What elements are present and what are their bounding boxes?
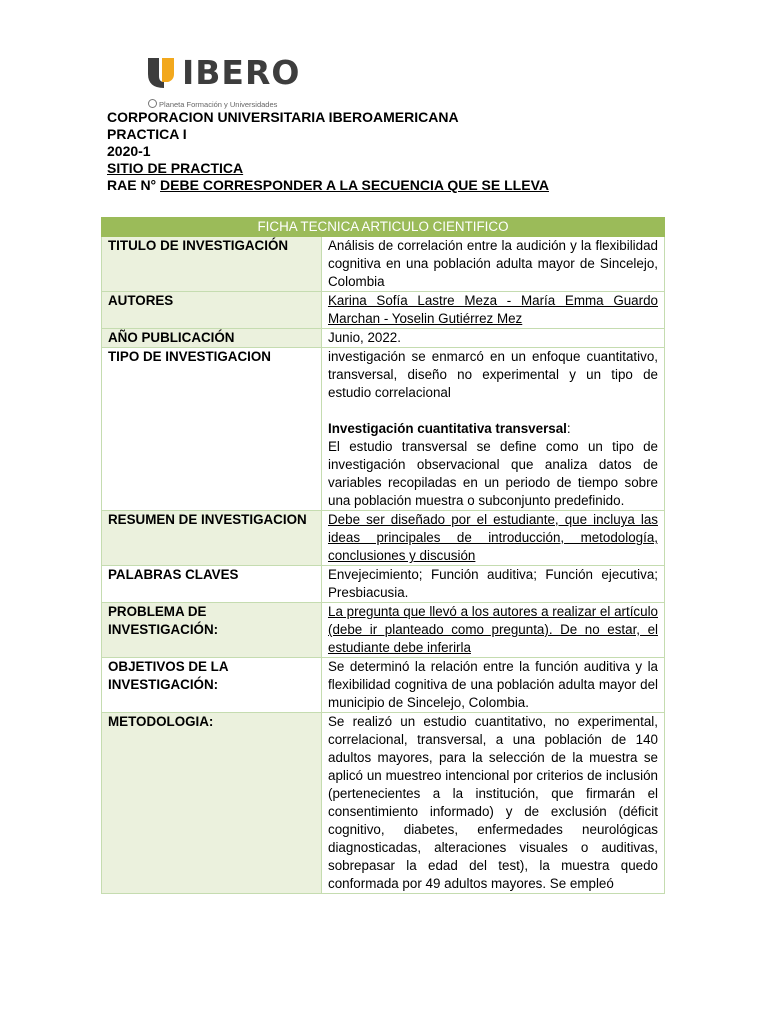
practice-site: SITIO DE PRACTICA — [107, 160, 244, 176]
table-row — [102, 348, 665, 511]
table-row — [102, 237, 665, 292]
row-value-autores — [322, 292, 665, 329]
row-value-anio: Junio, 2022. — [322, 329, 665, 348]
table-row — [102, 329, 665, 348]
row-label-autores: AUTORES — [102, 292, 322, 329]
row-value-problema — [322, 603, 665, 658]
period: 2020-1 — [107, 143, 151, 159]
row-label-problema: PROBLEMA DE INVESTIGACIÓN: — [102, 603, 322, 658]
globe-icon — [148, 99, 157, 108]
row-label-tipo: TIPO DE INVESTIGACION — [102, 348, 322, 511]
tipo-heading-line: Investigación cuantitativa transversal: — [328, 421, 571, 436]
row-label-palabras: PALABRAS CLAVES — [102, 566, 322, 603]
row-label-resumen: RESUMEN DE INVESTIGACION — [102, 511, 322, 566]
row-label-objetivos: OBJETIVOS DE LA INVESTIGACIÓN: — [102, 658, 322, 713]
row-label-anio: AÑO PUBLICACIÓN — [102, 329, 322, 348]
row-value-tipo — [322, 348, 665, 511]
problema-text: La pregunta que llevó a los autores a realizar el artículo (debe ir planteado como pregunta). De no estar, el estudiante debe inferirla — [328, 604, 658, 655]
rae-value: DEBE CORRESPONDER A LA SECUENCIA QUE SE LLEVA — [160, 177, 549, 193]
table-row — [102, 511, 665, 566]
tipo-bold-heading: Investigación cuantitativa transversal — [328, 421, 567, 436]
table-row — [102, 603, 665, 658]
institution-name: CORPORACION UNIVERSITARIA IBEROAMERICANA — [107, 109, 459, 125]
document-header — [107, 109, 549, 194]
logo-subtitle-text: Planeta Formación y Universidades — [159, 100, 278, 109]
rae-line — [107, 177, 549, 194]
table-row — [102, 566, 665, 603]
table-row — [102, 713, 665, 894]
practice-name: PRACTICA I — [107, 126, 187, 142]
row-value-metodologia: Se realizó un estudio cuantitativo, no experimental, correlacional, transversal, a una población de 140 adultos mayores, para la selección de la muestra se aplicó un muestreo intencional por criterios de inclusión (pertenecientes a la institución, que firmarán el consentimiento informado) y de exclusión (déficit cognitivo, diabetes, enfermedades neurológicas diagnosticadas, alteraciones visuales o auditivas, sobrepasar la edad del test), la muestra quedo conformada por 49 adultos mayores. Se empleó — [322, 713, 665, 894]
table-row — [102, 658, 665, 713]
row-label-titulo: TITULO DE INVESTIGACIÓN — [102, 237, 322, 292]
ibero-logo — [146, 53, 301, 110]
logo-wordmark: IBERO — [182, 53, 301, 92]
row-value-titulo: Análisis de correlación entre la audición y la flexibilidad cognitiva en una población adulta mayor de Sincelejo, Colombia — [322, 237, 665, 292]
rae-label: RAE N° — [107, 177, 161, 193]
shield-icon — [146, 56, 176, 90]
row-value-palabras: Envejecimiento; Función auditiva; Función ejecutiva; Presbiacusia. — [322, 566, 665, 603]
tipo-paragraph-1: investigación se enmarcó en un enfoque cuantitativo, transversal, diseño no experimental y un tipo de estudio correlacional — [328, 349, 658, 400]
row-value-objetivos: Se determinó la relación entre la función auditiva y la flexibilidad cognitiva de una población adulta mayor del municipio de Sincelejo, Colombia. — [322, 658, 665, 713]
autores-text: Karina Sofía Lastre Meza - María Emma Guardo Marchan - Yoselin Gutiérrez Mez — [328, 293, 658, 326]
resumen-text: Debe ser diseñado por el estudiante, que incluya las ideas principales de introducción, metodología, conclusiones y discusión — [328, 512, 658, 563]
row-value-resumen — [322, 511, 665, 566]
table-row — [102, 292, 665, 329]
logo-subtitle — [148, 99, 277, 109]
table-title: FICHA TECNICA ARTICULO CIENTIFICO — [102, 218, 665, 237]
ficha-tecnica-table — [101, 217, 665, 894]
tipo-paragraph-2: El estudio transversal se define como un tipo de investigación observacional que analiza datos de variables recopiladas en un periodo de tiempo sobre una población muestra o subconjunto predefinido. — [328, 439, 658, 508]
row-label-metodologia: METODOLOGIA: — [102, 713, 322, 894]
